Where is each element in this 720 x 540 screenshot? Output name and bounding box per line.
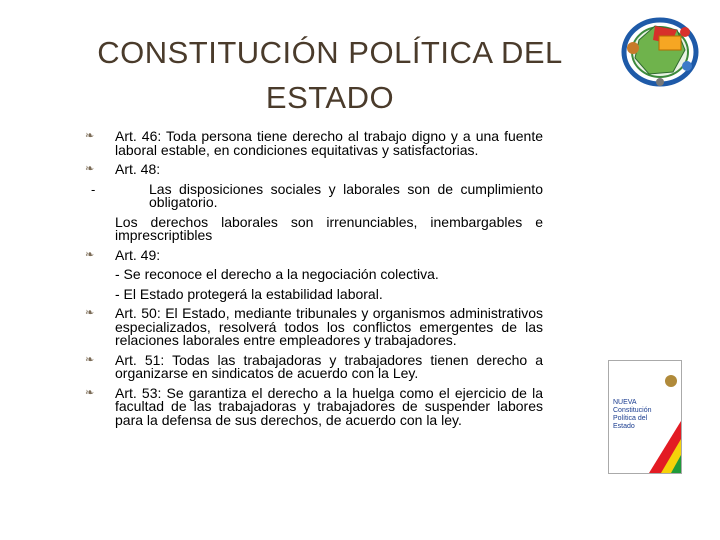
bullet-icon: ❧ [85,248,95,261]
articles-list [85,128,543,428]
bullet-icon: ❧ [85,307,95,319]
list-item-art49-text1: - Se reconoce el derecho a la negociación colectiva. [115,266,439,282]
cover-line-2: Constitución [613,407,652,414]
bullet-icon: ❧ [85,163,95,175]
cover-line-1: NUEVA [613,399,637,406]
logo-emblem-icon [615,10,705,90]
constitution-cover-image [608,360,682,474]
list-item-art46: ❧ Art. 46: Toda persona tiene derecho al trabajo digno y a una fuente laboral estable, en condiciones equitativas y satisfactorias. [85,128,543,158]
list-item-art49-text2: - El Estado protegerá la estabilidad laboral. [115,285,383,302]
list-item-art48-text2: Los derechos laborales son irrenunciables, inembargables e imprescriptibles [115,213,543,243]
bullet-icon: ❧ [85,130,95,142]
list-item-art53: ❧ Art. 53: Se garantiza el derecho a la huelga como el ejercicio de la facultad de las trabajadoras y trabajadores de suspender labores para la defensa de sus derechos, de acuerdo con la ley. [85,384,543,428]
dash-marker: - [91,181,96,197]
list-item-art48: ❧ Art. 48: [85,161,161,177]
cover-line-3: Política del [613,415,648,422]
cover-line-4: Estado [613,423,635,430]
title-line-2: ESTADO [265,80,395,115]
title-line-1: CONSTITUCIÓN POLÍTICA DEL [97,35,563,70]
bullet-icon: ❧ [85,353,95,366]
list-item-art49: ❧ Art. 49: [85,246,161,263]
list-item-art51: ❧ Art. 51: Todas las trabajadoras y trabajadores tienen derecho a organizarse en sindicatos de acuerdo con la Ley. [85,351,543,381]
bullet-icon: ❧ [85,386,95,399]
list-item-art48-text1: - Las disposiciones sociales y laborales son de cumplimiento obligatorio. [91,180,543,210]
list-item-art50: ❧ Art. 50: El Estado, mediante tribunales y organismos administrativos especializados, resolverá todos los conflictos emergentes de las relaciones laborales entre empleadores y trabajadores. [85,305,543,348]
page-title [60,30,600,120]
